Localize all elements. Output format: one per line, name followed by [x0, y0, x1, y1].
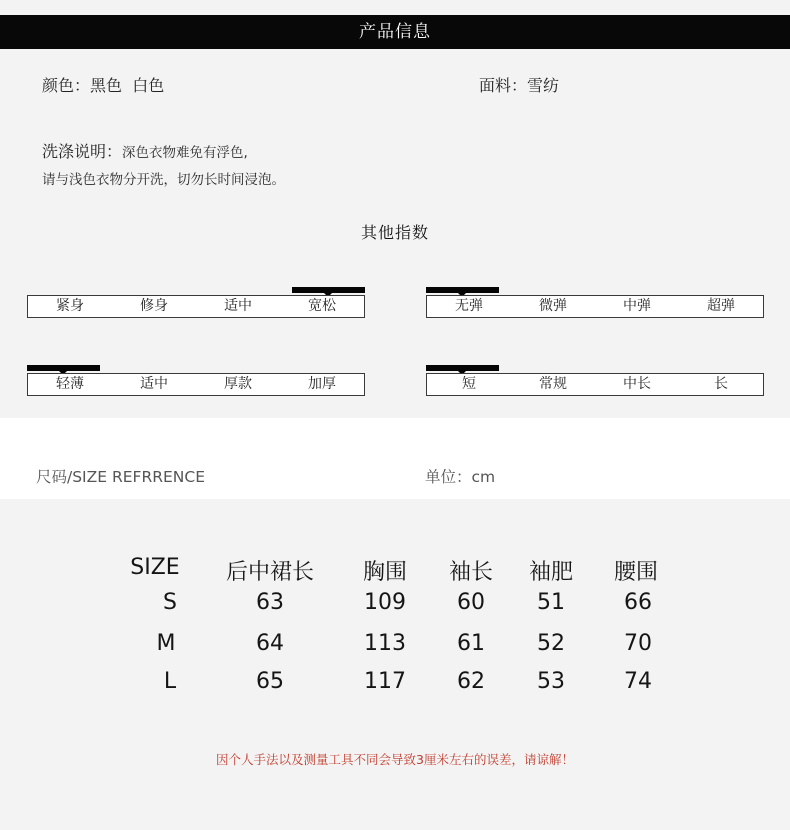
thickness-option-extra-thick: 加厚 — [308, 376, 336, 392]
fit-scale — [27, 295, 365, 318]
size-unit-label: 单位：cm — [425, 468, 496, 486]
color-value: 黑色 白色 — [90, 76, 165, 95]
table-cell: 117 — [364, 669, 406, 694]
elasticity-option-high: 超弹 — [707, 298, 735, 314]
fit-option-loose: 宽松 — [308, 298, 336, 314]
length-scale — [426, 373, 764, 396]
table-cell: L — [163, 669, 177, 694]
elasticity-option-medium: 中弹 — [623, 298, 651, 314]
thickness-option-thick: 厚款 — [224, 376, 252, 392]
table-cell: 74 — [624, 669, 652, 694]
washing-line-1: 深色衣物难免有浮色, — [122, 145, 248, 161]
sleeve-width-col-header: 袖肥 — [528, 560, 574, 585]
fit-option-slim: 修身 — [140, 298, 168, 314]
table-cell: 113 — [364, 631, 406, 656]
table-cell: 53 — [537, 669, 565, 694]
table-cell: M — [156, 631, 176, 656]
fabric-label: 面料： — [479, 76, 528, 95]
table-cell: 65 — [256, 669, 284, 694]
color-attribute — [42, 73, 164, 96]
length-option-midi: 中长 — [623, 376, 651, 392]
fit-option-tight: 紧身 — [56, 298, 84, 314]
thickness-scale — [27, 373, 365, 396]
table-cell: 64 — [256, 631, 284, 656]
size-reference-title: 尺码/SIZE REFRRENCE — [36, 468, 205, 486]
length-option-regular: 常规 — [539, 376, 567, 392]
bust-col-header: 胸围 — [362, 560, 408, 585]
table-cell: 70 — [624, 631, 652, 656]
table-cell: 63 — [256, 590, 284, 615]
fabric-attribute — [479, 73, 559, 96]
fabric-value: 雪纺 — [527, 76, 560, 95]
table-cell: 66 — [624, 590, 652, 615]
table-cell: 62 — [457, 669, 485, 694]
elasticity-scale — [426, 295, 764, 318]
product-info-header: 产品信息 — [0, 15, 790, 49]
length-option-long: 长 — [714, 376, 728, 392]
length-option-short: 短 — [462, 376, 476, 392]
thickness-option-medium: 适中 — [140, 376, 168, 392]
table-cell: 51 — [537, 590, 565, 615]
washing-title: 洗涤说明： — [42, 142, 123, 161]
table-cell: S — [163, 590, 177, 615]
washing-instructions — [42, 139, 285, 188]
table-cell: 60 — [457, 590, 485, 615]
waist-col-header: 腰围 — [613, 560, 659, 585]
washing-line-2: 请与浅色衣物分开洗，切勿长时间浸泡。 — [42, 172, 285, 188]
elasticity-option-slight: 微弹 — [539, 298, 567, 314]
size-table-panel — [0, 499, 790, 830]
table-cell: 109 — [364, 590, 406, 615]
table-cell: 61 — [457, 631, 485, 656]
index-section-title: 其他指数 — [360, 223, 429, 242]
length-col-header: 后中裙长 — [225, 560, 315, 585]
size-col-header: SIZE — [130, 555, 180, 580]
measurement-disclaimer: 因个人手法以及测量工具不同会导致3厘米左右的误差，请谅解！ — [216, 752, 574, 767]
fit-option-regular: 适中 — [224, 298, 252, 314]
thickness-option-thin: 轻薄 — [56, 376, 84, 392]
table-cell: 52 — [537, 631, 565, 656]
color-label: 颜色： — [42, 76, 91, 95]
elasticity-option-none: 无弹 — [455, 298, 483, 314]
sleeve-length-col-header: 袖长 — [448, 560, 494, 585]
